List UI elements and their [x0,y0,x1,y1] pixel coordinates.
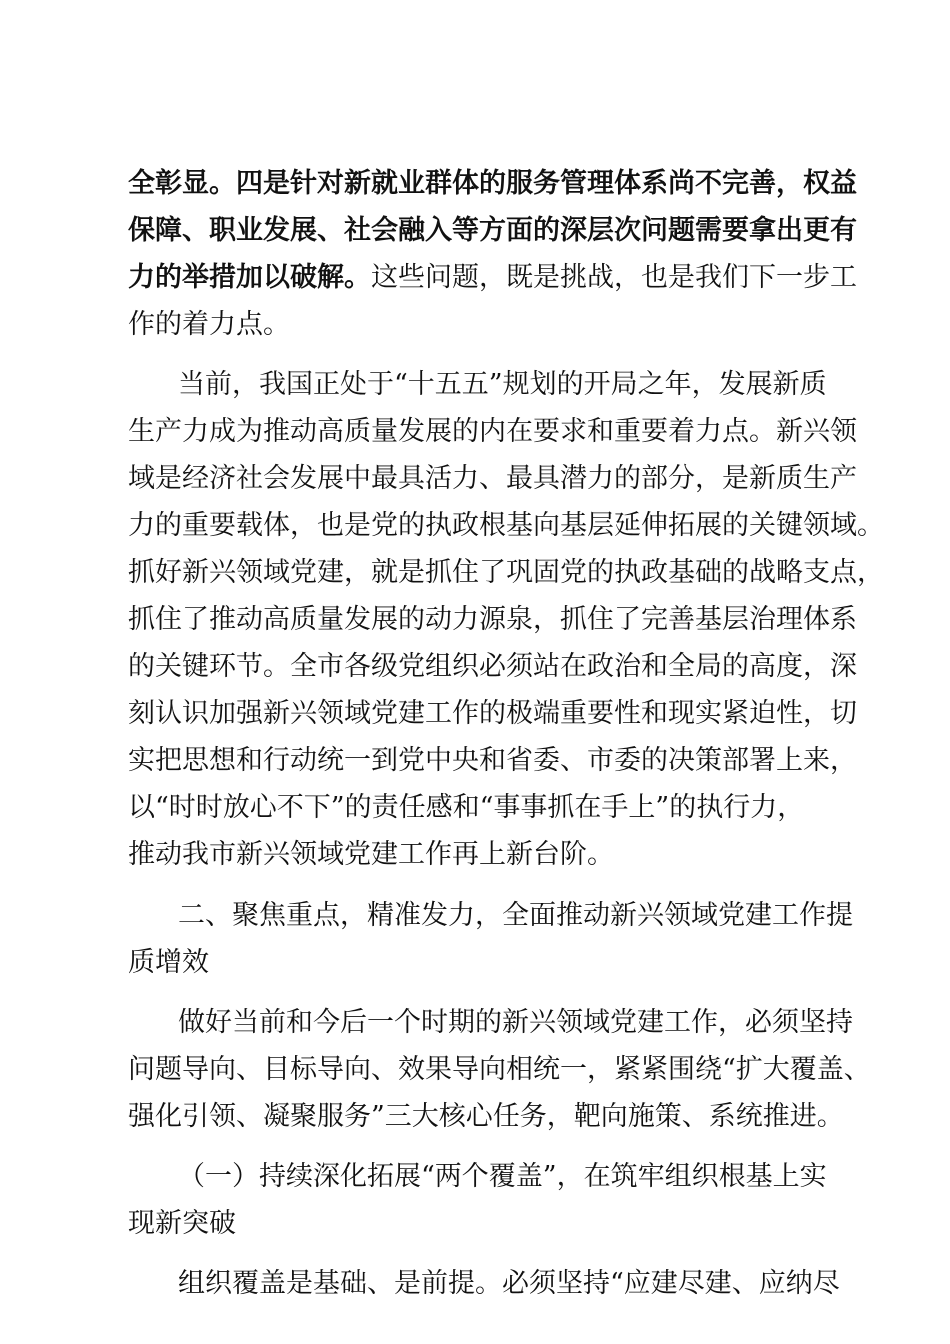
bold-text: 力的举措加以破解。 [128,262,371,293]
text-line [0,550,950,596]
heading-text: 现新突破 [128,1208,236,1239]
heading-text: 二、聚焦重点，精准发力，全面推动新兴领域党建工作提 [178,900,853,931]
text-line [0,785,950,831]
text-line [0,691,950,737]
heading-text: 质增效 [128,947,209,978]
body-text: 问题导向、目标导向、效果导向相统一，紧紧围绕“扩大覆盖、 [128,1054,871,1085]
body-text: 当前，我国正处于“十五五”规划的开局之年，发展新质 [178,369,827,400]
text-line [0,362,950,408]
text-line [0,1000,950,1046]
body-text: 这些问题，既是挑战，也是我们下一步工 [371,262,857,293]
section-heading [0,893,950,939]
subsection-heading [0,1201,950,1247]
text-line [0,1094,950,1140]
text-line [0,409,950,455]
body-text: 抓住了推动高质量发展的动力源泉，抓住了完善基层治理体系 [128,604,857,635]
body-text: 域是经济社会发展中最具活力、最具潜力的部分，是新质生产 [128,463,857,494]
heading-text: （一）持续深化拓展“两个覆盖”，在筑牢组织根基上实 [178,1161,827,1192]
body-text: 的关键环节。全市各级党组织必须站在政治和全局的高度，深 [128,651,857,682]
section-heading [0,940,950,986]
body-text: 生产力成为推动高质量发展的内在要求和重要着力点。新兴领 [128,416,857,447]
bold-text: 保障、职业发展、社会融入等方面的深层次问题需要拿出更有 [128,215,857,246]
text-line [0,644,950,690]
body-text: 做好当前和今后一个时期的新兴领域党建工作，必须坚持 [178,1007,853,1038]
body-text: 强化引领、凝聚服务”三大核心任务，靶向施策、系统推进。 [128,1101,844,1132]
body-text: 抓好新兴领域党建，就是抓住了巩固党的执政基础的战略支点， [128,557,884,588]
subsection-heading [0,1154,950,1200]
text-line [0,832,950,878]
text-line [0,456,950,502]
body-text: 推动我市新兴领域党建工作再上新台阶。 [128,839,614,870]
text-line [0,1047,950,1093]
body-text: 力的重要载体，也是党的执政根基向基层延伸拓展的关键领域。 [128,510,884,541]
bold-text: 全彰显。四是针对新就业群体的服务管理体系尚不完善，权益 [128,168,857,199]
text-line [0,255,950,301]
body-text: 实把思想和行动统一到党中央和省委、市委的决策部署上来， [128,745,857,776]
text-line [0,302,950,348]
text-line [0,208,950,254]
text-line [0,738,950,784]
body-text: 组织覆盖是基础、是前提。必须坚持“应建尽建、应纳尽 [178,1268,840,1299]
body-text: 以“时时放心不下”的责任感和“事事抓在手上”的执行力， [128,792,805,823]
text-line [0,597,950,643]
body-text: 作的着力点。 [128,309,290,340]
text-line [0,503,950,549]
body-text: 刻认识加强新兴领域党建工作的极端重要性和现实紧迫性，切 [128,698,857,729]
text-line [0,161,950,207]
text-line [0,1261,950,1307]
